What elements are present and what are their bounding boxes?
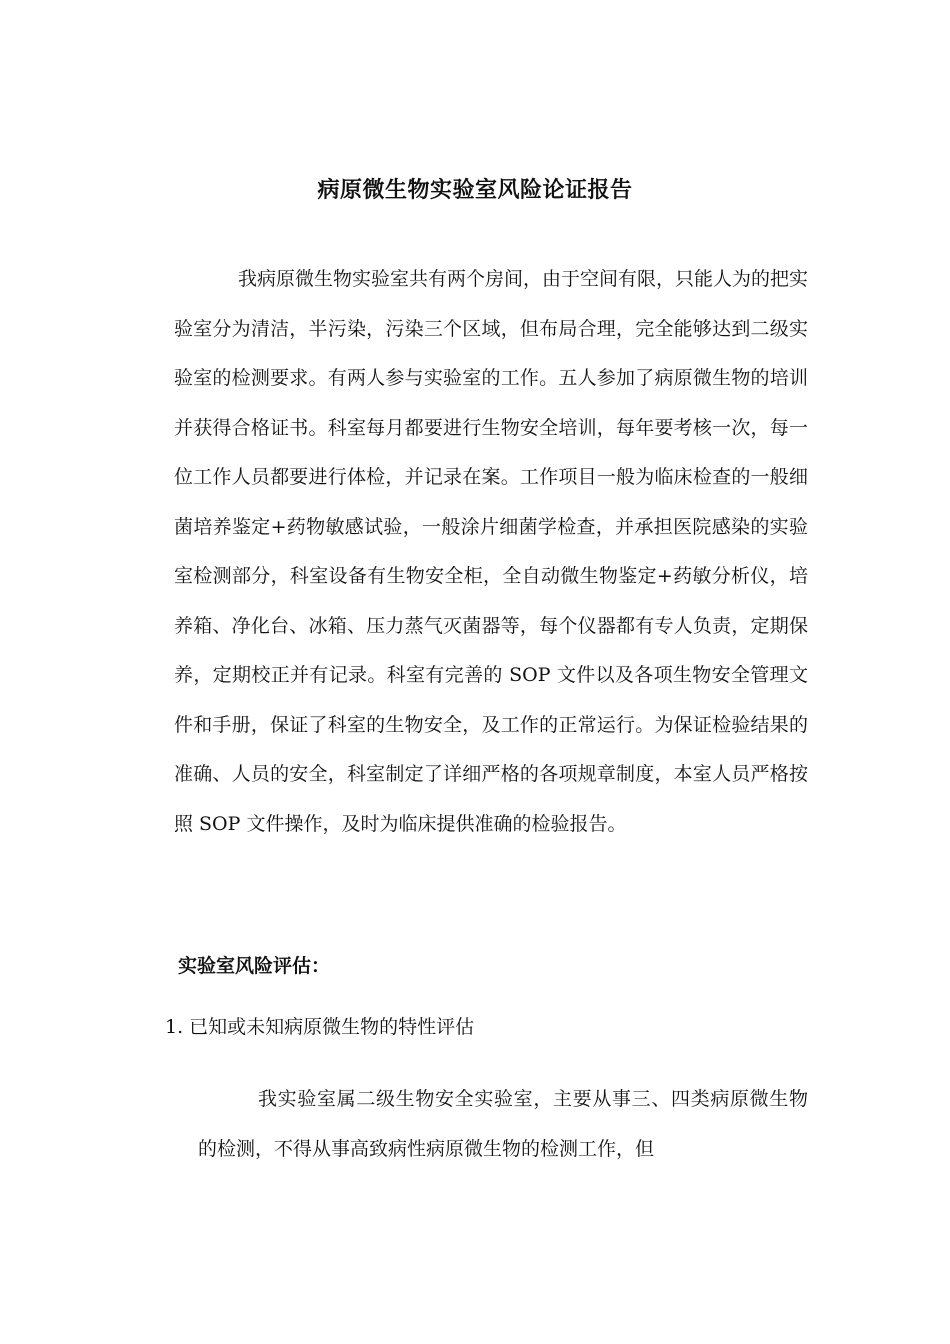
section-heading-risk-assessment: 实验室风险评估： [178, 955, 331, 977]
document-title: 病原微生物实验室风险论证报告 [317, 177, 633, 203]
list-item-1-paragraph: 我实验室属二级生物安全实验室，主要从事三、四类病原微生物的检测，不得从事高致病性病原微生物的检测工作，但 [198, 1088, 808, 1160]
list-item-1-heading: 1. 已知或未知病原微生物的特性评估 [165, 1016, 475, 1038]
intro-paragraph: 我病原微生物实验室共有两个房间，由于空间有限，只能人为的把实验室分为清洁，半污染，污染三个区域，但布局合理，完全能够达到二级实验室的检测要求。有两人参与实验室的工作。五人参加了病原微生物的培训并获得合格证书。科室每月都要进行生物安全培训，每年要考核一次，每一位工作人员都要进行体检，并记录在案。工作项目一般为临床检查的一般细菌培养鉴定+药物敏感试验，一般涂片细菌学检查，并承担医院感染的实验室检测部分，科室设备有生物安全柜，全自动微生物鉴定+药敏分析仪，培养箱、净化台、冰箱、压力蒸气灭菌器等，每个仪器都有专人负责，定期保养，定期校正并有记录。科室有完善的 SOP 文件以及各项生物安全管理文件和手册，保证了科室的生物安全，及工作的正常运行。为保证检验结果的准确、人员的安全，科室制定了详细严格的各项规章制度，本室人员严格按照 SOP 文件操作，及时为临床提供准确的检验报告。 [174, 268, 809, 835]
